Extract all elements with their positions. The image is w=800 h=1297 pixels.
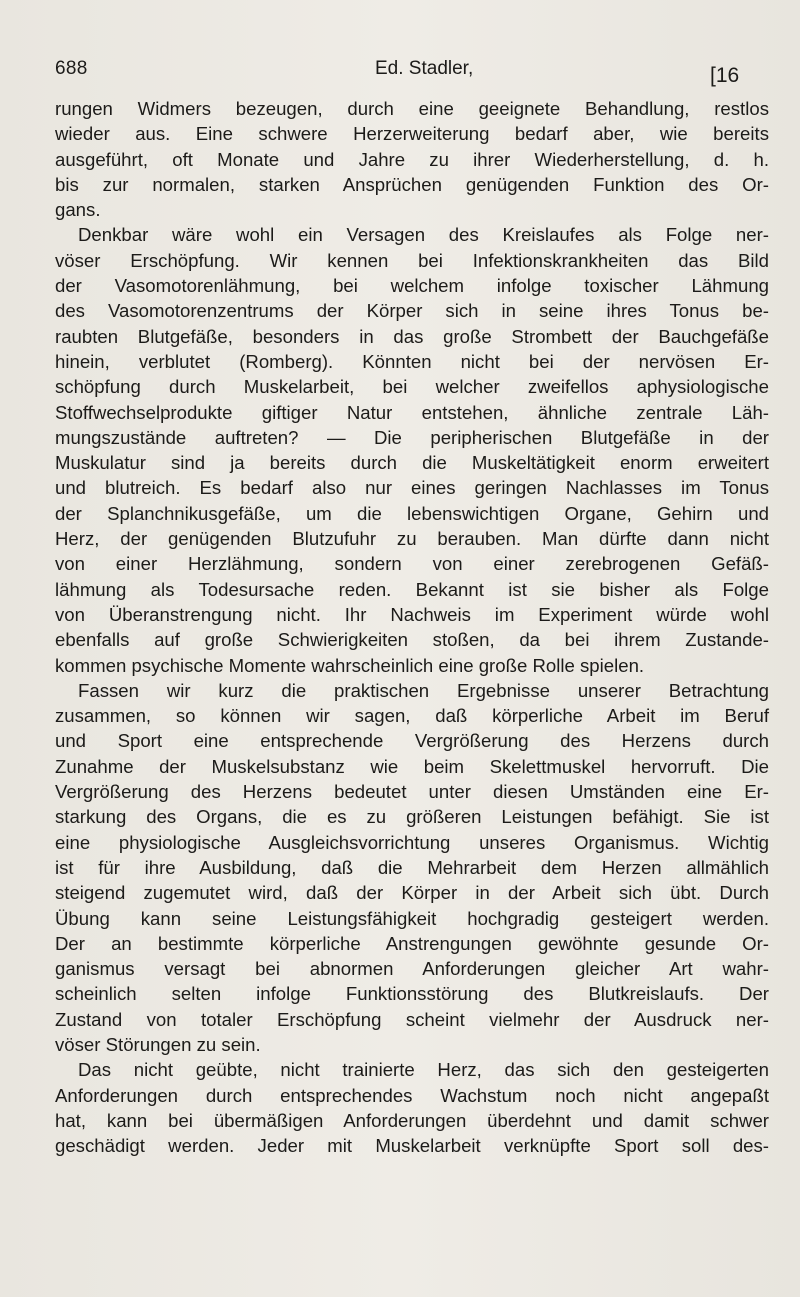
text-line: Herz, der genügenden Blutzufuhr zu berauben. Man dürfte dann nicht (55, 528, 769, 550)
text-line: mungszustände auftreten? — Die peripherischen Blutgefäße in der (55, 426, 769, 448)
text-line: eine physiologische Ausgleichsvorrichtung unseres Organismus. Wichtig (55, 831, 769, 853)
text-line: raubten Blutgefäße, besonders in das große Strombett der Bauchgefäße (55, 325, 769, 347)
text-line: von Überanstrengung nicht. Ihr Nachweis im Experiment würde wohl (55, 603, 769, 625)
text-line: lähmung als Todesursache reden. Bekannt ist sie bisher als Folge (55, 578, 769, 600)
text-line: ausgeführt, oft Monate und Jahre zu ihrer Wiederherstellung, d. h. (55, 148, 769, 170)
text-line: Das nicht geübte, nicht trainierte Herz, das sich den gesteigerten (78, 1059, 769, 1081)
text-line: rungen Widmers bezeugen, durch eine geeignete Behandlung, restlos (55, 98, 769, 119)
text-line: Anforderungen durch entsprechendes Wachstum noch nicht angepaßt (55, 1084, 769, 1106)
text-line: Denkbar wäre wohl ein Versagen des Kreislaufes als Folge ner- (78, 224, 769, 246)
text-line: gans. (55, 199, 101, 221)
text-line: des Vasomotorenzentrums der Körper sich in seine ihres Tonus be- (55, 300, 769, 322)
text-line: Fassen wir kurz die praktischen Ergebnisse unserer Betrachtung (78, 679, 769, 701)
text-line: vöser Erschöpfung. Wir kennen bei Infektionskrankheiten das Bild (55, 249, 769, 271)
body-text (55, 96, 769, 1158)
text-line: schöpfung durch Muskelarbeit, bei welcher zweifellos aphysiologische (55, 376, 769, 398)
text-line: hat, kann bei übermäßigen Anforderungen überdehnt und damit schwer (55, 1109, 769, 1131)
text-line: Übung kann seine Leistungsfähigkeit hochgradig gesteigert werden. (55, 907, 769, 929)
text-line: bis zur normalen, starken Ansprüchen genügenden Funktion des Or- (55, 173, 769, 195)
text-line: hinein, verblutet (Romberg). Könnten nicht bei der nervösen Er- (55, 350, 769, 372)
text-line: steigend zugemutet wird, daß der Körper in der Arbeit sich übt. Durch (55, 882, 769, 904)
page-header (55, 58, 745, 92)
text-line: starkung des Organs, die es zu größeren Leistungen befähigt. Sie ist (55, 806, 769, 828)
text-line: Zunahme der Muskelsubstanz wie beim Skelettmuskel hervorruft. Die (55, 755, 769, 777)
text-line: Stoffwechselprodukte giftiger Natur entstehen, ähnliche zentrale Läh- (55, 401, 769, 423)
text-line: wieder aus. Eine schwere Herzerweiterung bedarf aber, wie bereits (55, 123, 769, 145)
text-line: vöser Störungen zu sein. (55, 1033, 261, 1055)
section-reference: [16 (710, 64, 740, 87)
text-line: Zustand von totaler Erschöpfung scheint vielmehr der Ausdruck ner- (55, 1008, 769, 1030)
text-line: scheinlich selten infolge Funktionsstörung des Blutkreislaufs. Der (55, 983, 769, 1005)
text-line: von einer Herzlähmung, sondern von einer zerebrogenen Gefäß- (55, 553, 769, 575)
text-line: Der an bestimmte körperliche Anstrengungen gewöhnte gesunde Or- (55, 932, 769, 954)
text-line: ebenfalls auf große Schwierigkeiten stoßen, da bei ihrem Zustande- (55, 629, 769, 651)
page-number: 688 (55, 58, 88, 79)
text-line: geschädigt werden. Jeder mit Muskelarbeit verknüpfte Sport soll des- (55, 1135, 769, 1157)
text-line: ganismus versagt bei abnormen Anforderungen gleicher Art wahr- (55, 958, 769, 980)
text-line: und blutreich. Es bedarf also nur eines geringen Nachlasses im Tonus (55, 477, 769, 499)
text-line: Muskulatur sind ja bereits durch die Muskeltätigkeit enorm erweitert (55, 452, 769, 474)
running-head: Ed. Stadler, (375, 58, 474, 79)
text-line: ist für ihre Ausbildung, daß die Mehrarbeit dem Herzen allmählich (55, 856, 769, 878)
text-line: kommen psychische Momente wahrscheinlich eine große Rolle spielen. (55, 654, 645, 676)
text-line: Vergrößerung des Herzens bedeutet unter diesen Umständen eine Er- (55, 781, 769, 803)
text-line: zusammen, so können wir sagen, daß körperliche Arbeit im Beruf (55, 705, 769, 727)
text-line: und Sport eine entsprechende Vergrößerung des Herzens durch (55, 730, 769, 752)
text-line: der Vasomotorenlähmung, bei welchem infolge toxischer Lähmung (55, 275, 769, 297)
text-line: der Splanchnikusgefäße, um die lebenswichtigen Organe, Gehirn und (55, 502, 769, 524)
